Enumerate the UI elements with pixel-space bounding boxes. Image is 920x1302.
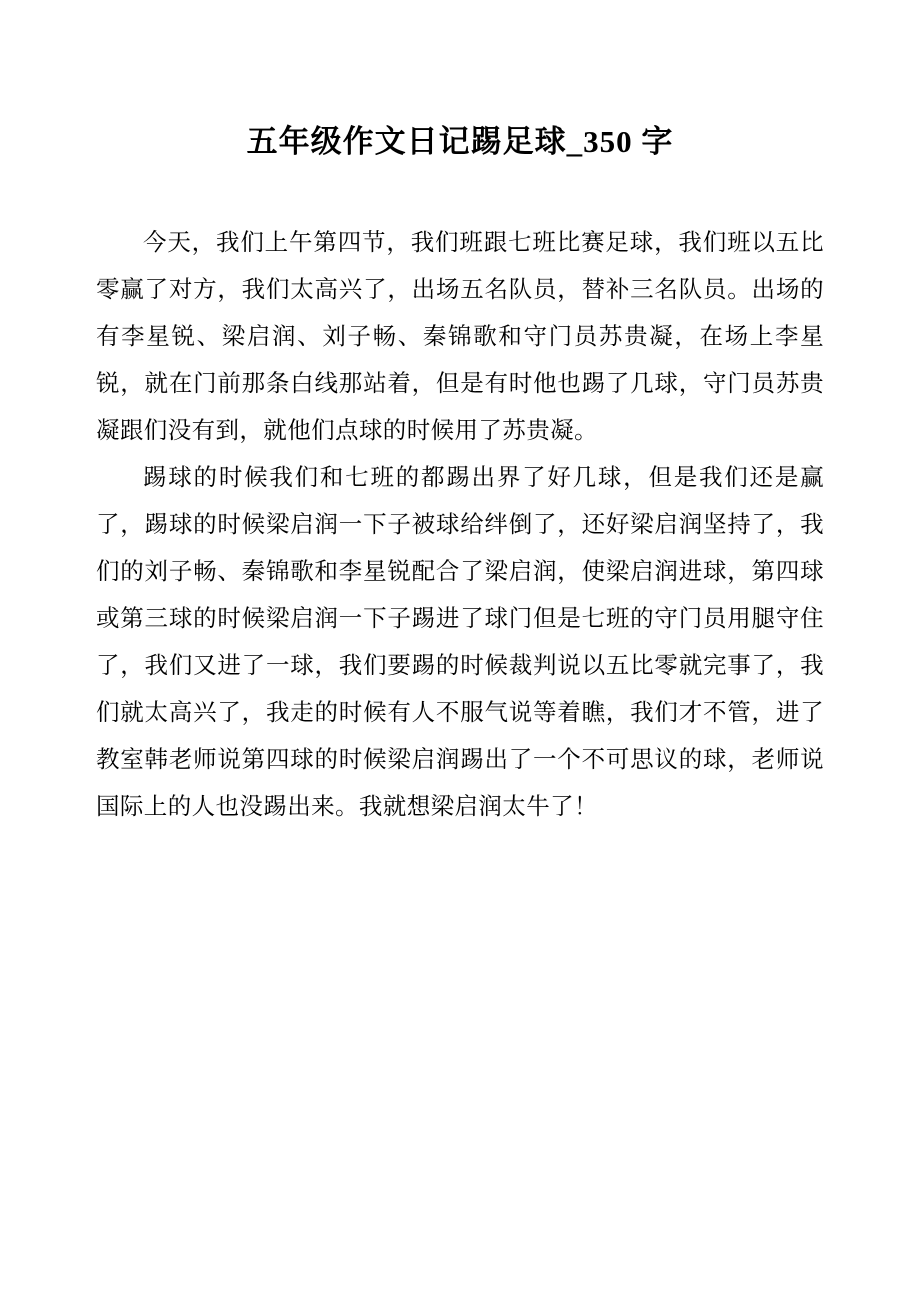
paragraph-2: 踢球的时候我们和七班的都踢出界了好几球，但是我们还是赢了，踢球的时候梁启润一下子被球给绊倒了，还好梁启润坚持了，我们的刘子畅、秦锦歌和李星锐配合了梁启润，使梁启润进球，第四球或第三球的时候梁启润一下子踢进了球门但是七班的守门员用腿守住了，我们又进了一球，我们要踢的时候裁判说以五比零就完事了，我们就太高兴了，我走的时候有人不服气说等着瞧，我们才不管，进了教室韩老师说第四球的时候梁启润踢出了一个不可思议的球，老师说国际上的人也没踢出来。我就想梁启润太牛了！: [96, 465, 824, 821]
document-body: [96, 162, 824, 831]
page-title: 五年级作文日记踢足球_350 字: [246, 124, 674, 159]
document-content: [96, 0, 824, 831]
paragraph-1: 今天，我们上午第四节，我们班跟七班比赛足球，我们班以五比零赢了对方，我们太高兴了，出场五名队员，替补三名队员。出场的有李星锐、梁启润、刘子畅、秦锦歌和守门员苏贵凝，在场上李星锐，就在门前那条白线那站着，但是有时他也踢了几球，守门员苏贵凝跟们没有到，就他们点球的时候用了苏贵凝。: [96, 230, 824, 445]
